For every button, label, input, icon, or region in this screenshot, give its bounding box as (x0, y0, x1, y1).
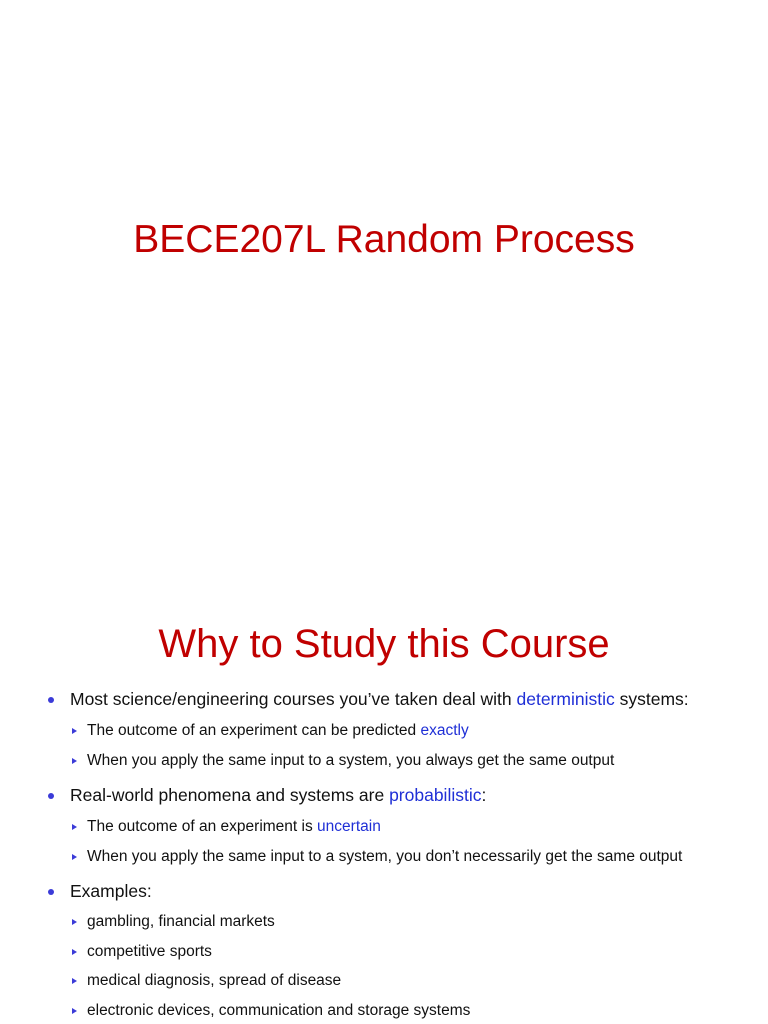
triangle-bullet-icon (72, 919, 77, 925)
sub-bullet-text: When you apply the same input to a system, you always get the same output (87, 752, 615, 769)
triangle-bullet-icon (72, 758, 77, 764)
triangle-bullet-icon (72, 949, 77, 955)
highlight-term: deterministic (516, 689, 615, 709)
sub-bullet-text: The outcome of an experiment is uncertain (87, 818, 381, 835)
triangle-bullet-icon (72, 854, 77, 860)
bullet-dot-icon (48, 889, 54, 895)
bullet-text: Real-world phenomena and systems are probabilistic: (70, 785, 487, 805)
bullet-text: Most science/engineering courses you’ve taken deal with deterministic systems: (70, 689, 689, 709)
triangle-bullet-icon (72, 1008, 77, 1014)
sub-bullet-text: When you apply the same input to a system, you don’t necessarily get the same output (87, 848, 683, 865)
example-text: medical diagnosis, spread of disease (87, 972, 342, 989)
triangle-bullet-icon (72, 728, 77, 734)
highlight-term: exactly (420, 722, 469, 739)
example-text: competitive sports (87, 943, 212, 960)
bullet-dot-icon (48, 697, 54, 703)
content-slide (0, 560, 768, 1024)
triangle-bullet-icon (72, 978, 77, 984)
triangle-bullet-icon (72, 824, 77, 830)
bullet-text: Examples: (70, 881, 152, 901)
highlight-term: uncertain (317, 818, 381, 835)
sub-bullet-text: The outcome of an experiment can be predicted exactly (87, 722, 469, 739)
bullet-dot-icon (48, 793, 54, 799)
highlight-term: probabilistic (389, 785, 482, 805)
example-text: gambling, financial markets (87, 913, 275, 930)
slide-title: Why to Study this Course (158, 622, 610, 666)
example-text: electronic devices, communication and storage systems (87, 1002, 471, 1019)
course-title: BECE207L Random Process (133, 218, 635, 261)
